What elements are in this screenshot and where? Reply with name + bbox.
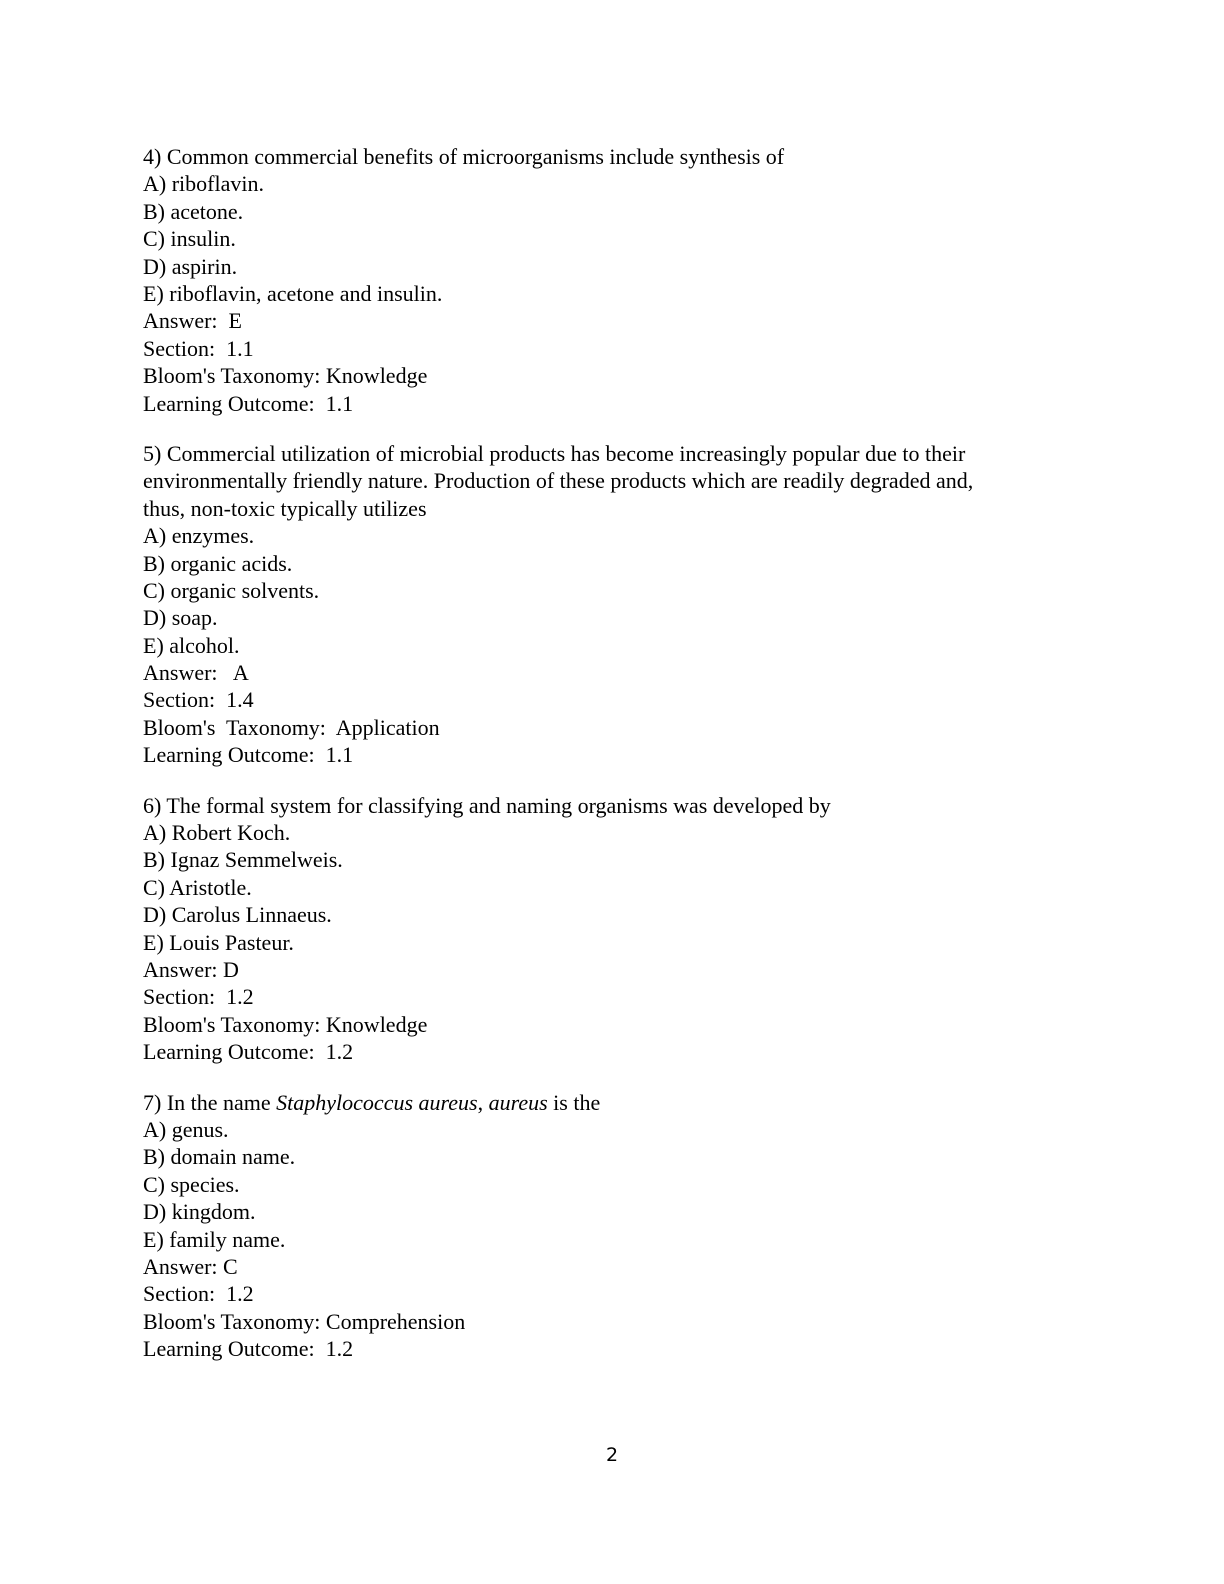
stem-suffix: is the [547,1089,601,1115]
option-e: E) family name. [143,1226,286,1252]
option-c: C) organic solvents. [143,577,320,603]
epithet-italic: aureus [488,1089,548,1115]
question-7 [143,1089,1093,1363]
section-line: Section: 1.4 [143,687,254,713]
stem-comma: , [477,1089,489,1115]
option-b: B) Ignaz Semmelweis. [143,847,343,873]
option-b: B) domain name. [143,1144,296,1170]
option-a: A) Robert Koch. [143,820,291,846]
question-stem-line: environmentally friendly nature. Production of these products which are readily degraded and, [143,468,974,494]
question-5 [143,440,1093,769]
option-d: D) aspirin. [143,253,238,279]
blooms-taxonomy-line: Bloom's Taxonomy: Comprehension [143,1308,466,1334]
species-name-italic: Staphylococcus aureus [276,1089,478,1115]
option-c: C) species. [143,1171,240,1197]
option-e: E) riboflavin, acetone and insulin. [143,280,443,306]
blooms-taxonomy-line: Bloom's Taxonomy: Application [143,714,440,740]
option-b: B) acetone. [143,198,244,224]
section-line: Section: 1.1 [143,335,254,361]
option-a: A) enzymes. [143,523,255,549]
section-line: Section: 1.2 [143,1281,254,1307]
option-a: A) riboflavin. [143,171,264,197]
question-4 [143,143,1093,417]
option-e: E) alcohol. [143,632,240,658]
option-d: D) soap. [143,605,218,631]
question-stem-line: 6) The formal system for classifying and naming organisms was developed by [143,792,831,818]
option-a: A) genus. [143,1116,229,1142]
stem-prefix: 7) In the name [143,1089,277,1115]
option-b: B) organic acids. [143,550,293,576]
option-e: E) Louis Pasteur. [143,929,294,955]
option-c: C) insulin. [143,226,236,252]
option-d: D) Carolus Linnaeus. [143,902,332,928]
question-stem-line: thus, non-toxic typically utilizes [143,495,427,521]
question-stem-line: 5) Commercial utilization of microbial products has become increasingly popular due to their [143,440,966,466]
learning-outcome-line: Learning Outcome: 1.2 [143,1039,354,1065]
answer-line: Answer: D [143,957,239,983]
option-d: D) kingdom. [143,1199,256,1225]
blooms-taxonomy-line: Bloom's Taxonomy: Knowledge [143,363,428,389]
learning-outcome-line: Learning Outcome: 1.1 [143,390,354,416]
answer-line: Answer: C [143,1253,238,1279]
learning-outcome-line: Learning Outcome: 1.1 [143,742,354,768]
question-6 [143,792,1093,1066]
document-body [143,143,1093,1386]
section-line: Section: 1.2 [143,984,254,1010]
option-c: C) Aristotle. [143,874,252,900]
page-number: 2 [605,1444,619,1466]
answer-line: Answer: E [143,308,242,334]
blooms-taxonomy-line: Bloom's Taxonomy: Knowledge [143,1011,428,1037]
answer-line: Answer: A [143,660,249,686]
question-stem-line: 4) Common commercial benefits of microorganisms include synthesis of [143,144,785,169]
question-stem-line [143,1089,1093,1116]
learning-outcome-line: Learning Outcome: 1.2 [143,1336,354,1362]
